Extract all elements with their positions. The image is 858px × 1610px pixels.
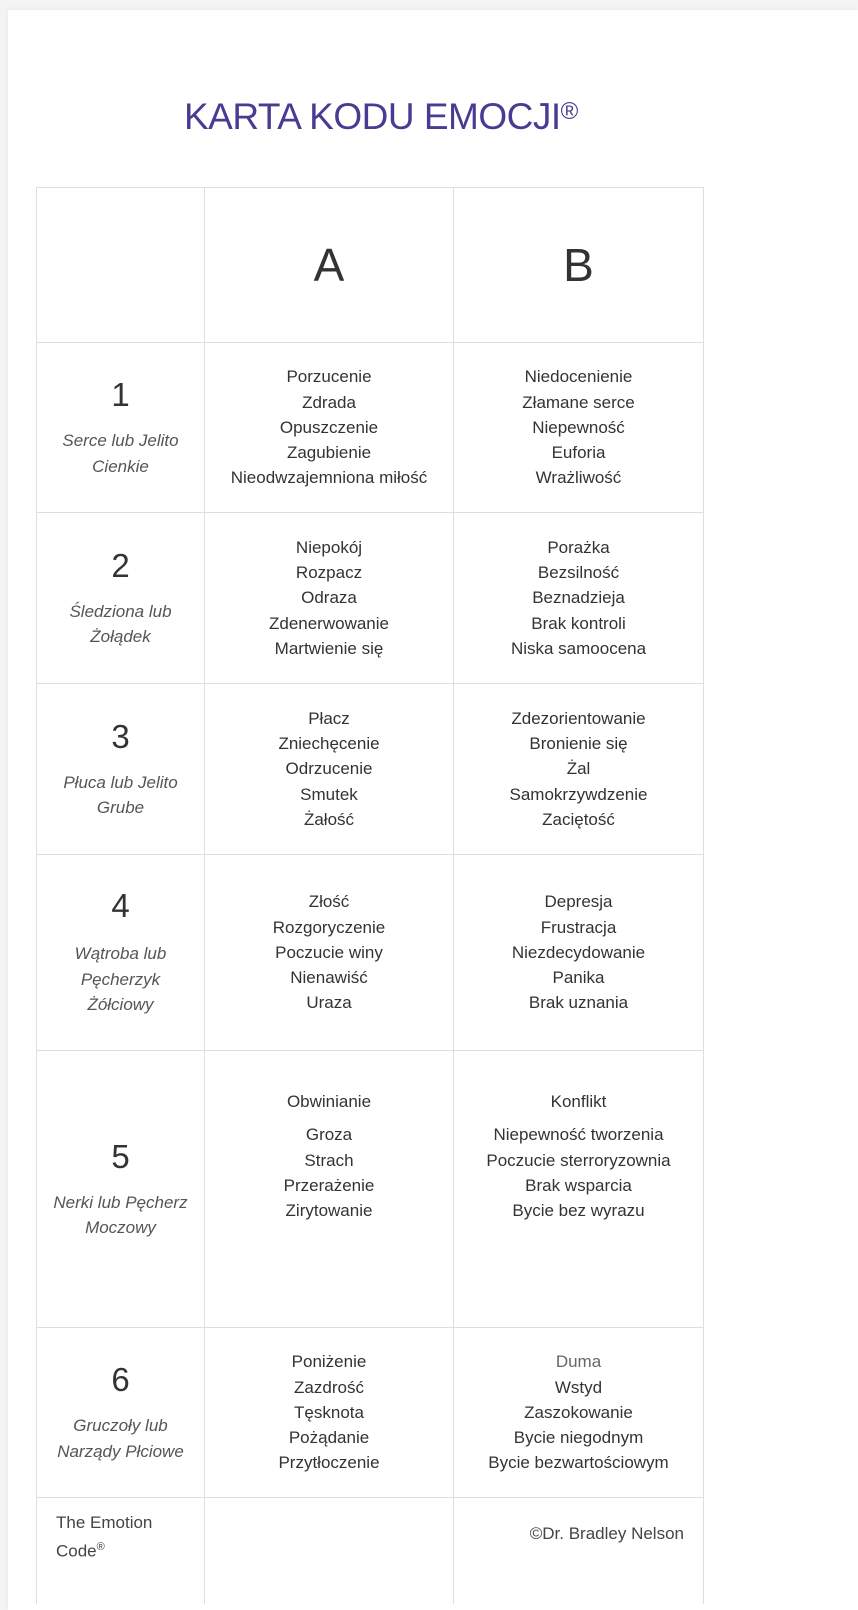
emotion-item: Tęsknota — [294, 1402, 364, 1422]
header-row — [37, 188, 704, 343]
cell-1b — [454, 343, 704, 513]
emotion-item: Porażka — [547, 537, 610, 557]
emotion-item: Zniechęcenie — [278, 734, 380, 754]
cell-4a — [205, 855, 454, 1051]
emotion-item: Przytłoczenie — [278, 1453, 380, 1473]
organ-label: Wątroba lub Pęcherzyk Żółciowy — [74, 944, 167, 1015]
emotion-item: Euforia — [551, 443, 606, 463]
cell-6a — [205, 1328, 454, 1498]
title-text: KARTA KODU EMOCJI — [184, 96, 561, 137]
emotion-code-chart — [36, 187, 704, 1561]
emotion-item: Pożądanie — [288, 1428, 370, 1448]
column-header-a — [205, 188, 454, 343]
page-title — [184, 96, 578, 138]
emotion-item: Poczucie winy — [275, 942, 383, 962]
row-header-5 — [37, 1051, 205, 1328]
emotion-item: Zazdrość — [294, 1377, 364, 1397]
emotion-item: Przerażenie — [283, 1175, 375, 1195]
footer-brand-text: The Emotion Code — [56, 1513, 153, 1561]
emotion-item: Groza — [305, 1125, 353, 1145]
cell-4b — [454, 855, 704, 1051]
organ-label: Śledziona lub Żołądek — [69, 601, 172, 646]
emotion-item: Zagubienie — [286, 443, 372, 463]
emotion-item: Opuszczenie — [279, 417, 379, 437]
emotion-item: Strach — [304, 1150, 354, 1170]
table-row — [37, 513, 704, 684]
row-header-1 — [37, 343, 205, 513]
table-row — [37, 1328, 704, 1498]
emotion-item: Nienawiść — [290, 968, 368, 988]
organ-label: Serce lub Jelito Cienkie — [62, 431, 179, 476]
footer-brand — [37, 1498, 205, 1605]
cell-5b — [454, 1051, 704, 1328]
footer-copyright — [454, 1498, 704, 1605]
emotion-item: Niedocenienie — [524, 367, 633, 387]
organ-label: Gruczoły lub Narządy Płciowe — [57, 1416, 184, 1461]
organ-label: Płuca lub Jelito Grube — [63, 772, 178, 817]
emotion-item: Duma — [555, 1352, 602, 1372]
copyright-text: ©Dr. Bradley Nelson — [529, 1524, 684, 1543]
cell-2a — [205, 513, 454, 684]
column-letter-a: A — [313, 239, 345, 291]
emotion-item: Bronienie się — [529, 734, 628, 754]
row-number: 5 — [111, 1137, 130, 1175]
emotion-item: Poczucie sterroryzownia — [486, 1150, 671, 1170]
emotion-item: Samokrzywdzenie — [509, 784, 648, 804]
emotion-item: Uraza — [306, 993, 352, 1013]
emotion-item: Porzucenie — [286, 367, 372, 387]
emotion-item: Wrażliwość — [535, 468, 622, 488]
emotion-item: Beznadzieja — [532, 588, 625, 608]
table-row — [37, 855, 704, 1051]
emotion-item: Niezdecydowanie — [511, 942, 646, 962]
table-row — [37, 1051, 704, 1328]
table-row — [37, 684, 704, 855]
row-header-3 — [37, 684, 205, 855]
footer-row — [37, 1498, 704, 1605]
emotion-item: Depresja — [544, 892, 613, 912]
emotion-item: Płacz — [308, 708, 350, 728]
corner-cell — [37, 188, 205, 343]
emotion-item: Niska samoocena — [510, 638, 647, 658]
emotion-item: Odrzucenie — [285, 759, 373, 779]
emotion-item: Wstyd — [554, 1377, 603, 1397]
table-row — [37, 343, 704, 513]
footer-registered-mark: ® — [96, 1541, 105, 1553]
cell-3b — [454, 684, 704, 855]
emotion-item: Żałość — [303, 809, 355, 829]
row-number: 3 — [111, 717, 130, 755]
cell-2b — [454, 513, 704, 684]
cell-3a — [205, 684, 454, 855]
emotion-item: Rozgoryczenie — [272, 917, 386, 937]
row-header-6 — [37, 1328, 205, 1498]
cell-1a — [205, 343, 454, 513]
emotion-item: Brak uznania — [528, 993, 629, 1013]
emotion-item: Poniżenie — [291, 1352, 367, 1372]
emotion-item: Niepewność tworzenia — [493, 1125, 664, 1145]
emotion-item: Brak wsparcia — [525, 1175, 632, 1195]
emotion-item: Nieodwzajemniona miłość — [230, 468, 428, 488]
emotion-item: Rozpacz — [295, 563, 363, 583]
row-number: 2 — [111, 546, 130, 584]
organ-label: Nerki lub Pęcherz Moczowy — [53, 1192, 188, 1237]
emotion-item: Martwienie się — [274, 638, 384, 658]
footer-empty-cell — [205, 1498, 454, 1605]
row-number: 4 — [111, 887, 130, 925]
emotion-item: Frustracja — [540, 917, 617, 937]
cell-6b — [454, 1328, 704, 1498]
emotion-item: Brak kontroli — [531, 613, 626, 633]
emotion-item: Zirytowanie — [285, 1201, 373, 1221]
emotion-item: Niepokój — [295, 537, 363, 557]
emotion-item: Bycie niegodnym — [513, 1428, 644, 1448]
emotion-item: Odraza — [301, 588, 357, 608]
emotion-item: Zdrada — [302, 392, 356, 412]
emotion-item: Obwinianie — [286, 1092, 372, 1111]
emotion-item: Złość — [308, 892, 350, 912]
emotion-item: Bezsilność — [537, 563, 620, 583]
emotion-item: Bycie bezwartościowym — [488, 1453, 669, 1473]
cell-5a — [205, 1051, 454, 1328]
emotion-item: Złamane serce — [522, 392, 635, 412]
emotion-item: Smutek — [300, 784, 358, 804]
emotion-item: Panika — [552, 968, 605, 988]
emotion-item: Niepewność — [532, 417, 625, 437]
emotion-item: Żal — [566, 759, 591, 779]
emotion-item: Zaszokowanie — [524, 1402, 633, 1422]
registered-mark: ® — [560, 98, 578, 125]
emotion-table — [36, 187, 704, 1604]
row-header-4 — [37, 855, 205, 1051]
emotion-item: Zaciętość — [542, 809, 615, 829]
emotion-item: Konflikt — [550, 1092, 607, 1111]
row-number: 6 — [111, 1361, 130, 1398]
row-header-2 — [37, 513, 205, 684]
row-number: 1 — [111, 376, 130, 413]
column-header-b — [454, 188, 704, 343]
column-letter-b: B — [563, 239, 594, 291]
emotion-item: Zdezorientowanie — [511, 708, 646, 728]
emotion-item: Zdenerwowanie — [268, 613, 389, 633]
emotion-item: Bycie bez wyrazu — [512, 1201, 645, 1221]
